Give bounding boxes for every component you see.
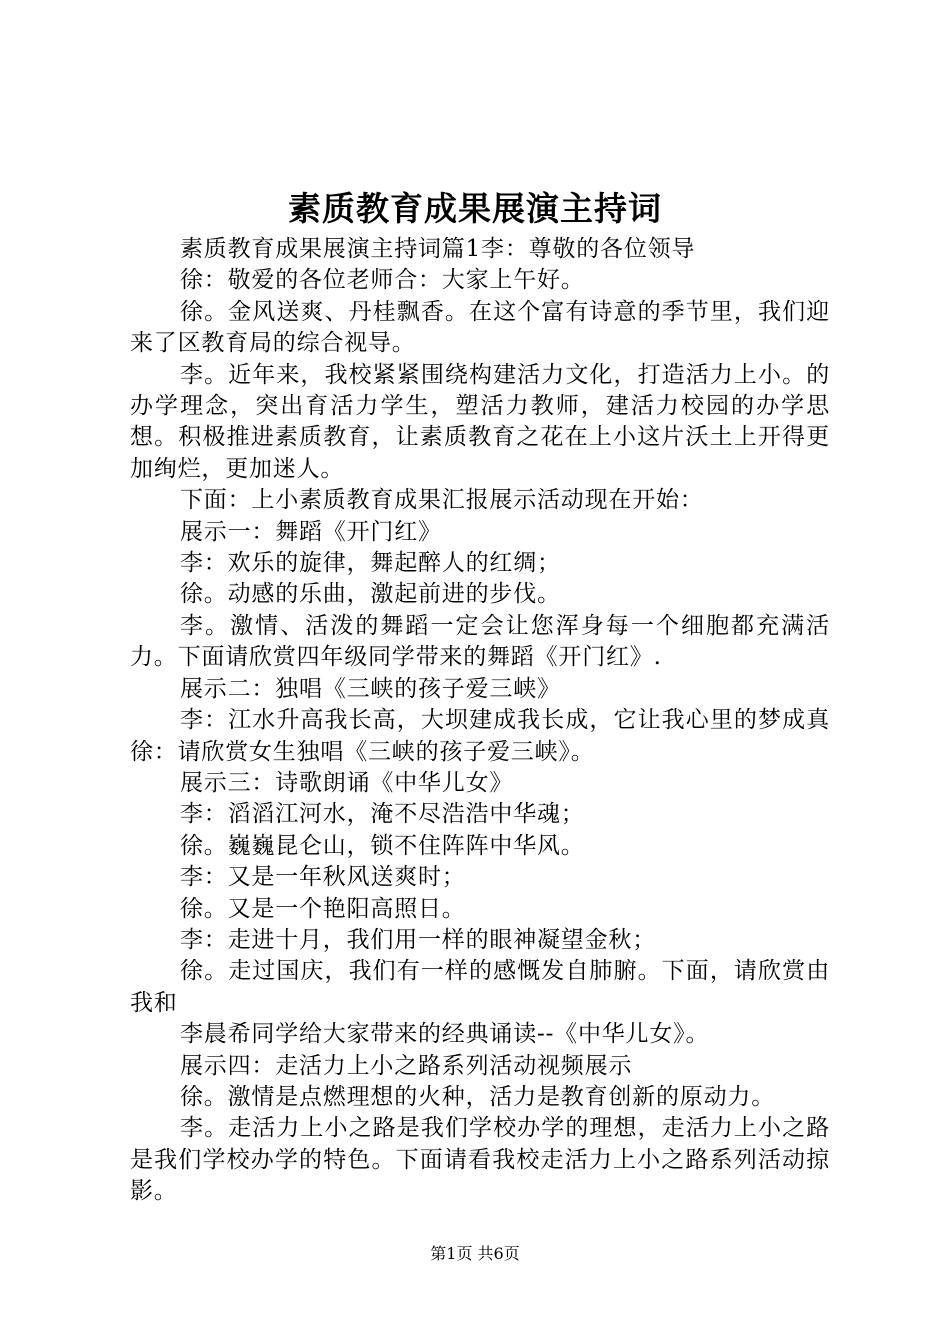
paragraph: 徐。金风送爽、丹桂飘香。在这个富有诗意的季节里，我们迎来了区教育局的综合视导。 — [130, 298, 830, 357]
document-body — [130, 234, 830, 1208]
page-number-footer: 第1页 共6页 — [430, 1244, 520, 1263]
paragraph: 展示四：走活力上小之路系列活动视频展示 — [180, 1052, 633, 1079]
paragraph: 李：走进十月，我们用一样的眼神凝望金秋； — [180, 926, 656, 953]
paragraph: 展示一：舞蹈《开门红》 — [180, 518, 442, 545]
paragraph: 徐：敬爱的各位老师合：大家上午好。 — [180, 267, 585, 294]
paragraph: 李。近年来，我校紧紧围绕构建活力文化，打造活力上小。的办学理念，突出育活力学生，塑活力教师，建活力校园的办学思想。积极推进素质教育，让素质教育之花在上小这片沃土上开得更加绚烂，更加迷人。 — [130, 361, 830, 482]
paragraph: 展示三：诗歌朗诵《中华儿女》 — [180, 769, 514, 796]
paragraph: 李晨希同学给大家带来的经典诵读--《中华儿女》。 — [180, 1021, 710, 1048]
paragraph: 李。激情、活泼的舞蹈一定会让您浑身每一个细胞都充满活力。下面请欣赏四年级同学带来的舞蹈《开门红》. — [130, 612, 830, 671]
paragraph: 徐。激情是点燃理想的火种，活力是教育创新的原动力。 — [180, 1083, 775, 1110]
paragraph: 徐。又是一个艳阳高照日。 — [180, 895, 466, 922]
paragraph: 徐。动感的乐曲，激起前进的步伐。 — [180, 581, 561, 608]
paragraph: 展示二：独唱《三峡的孩子爱三峡》 — [180, 675, 561, 702]
paragraph: 李：欢乐的旋律，舞起醉人的红绸； — [180, 550, 561, 577]
paragraph: 李：滔滔江河水，淹不尽浩浩中华魂； — [180, 801, 585, 828]
paragraph: 下面：上小素质教育成果汇报展示活动现在开始： — [180, 487, 704, 514]
paragraph: 素质教育成果展演主持词篇1李：尊敬的各位领导 — [180, 236, 696, 262]
paragraph: 李。走活力上小之路是我们学校办学的理想，走活力上小之路是我们学校办学的特色。下面请看我校走活力上小之路系列活动掠影。 — [130, 1115, 830, 1205]
paragraph: 李：江水升高我长高，大坝建成我长成，它让我心里的梦成真徐：请欣赏女生独唱《三峡的孩子爱三峡》。 — [130, 707, 830, 765]
paragraph: 徐。走过国庆，我们有一样的感慨发自肺腑。下面，请欣赏由我和 — [130, 958, 830, 1016]
paragraph: 李：又是一年秋风送爽时； — [180, 864, 466, 891]
paragraph: 徐。巍巍昆仑山，锁不住阵阵中华风。 — [180, 832, 585, 859]
document-title: 素质教育成果展演主持词 — [288, 189, 662, 228]
